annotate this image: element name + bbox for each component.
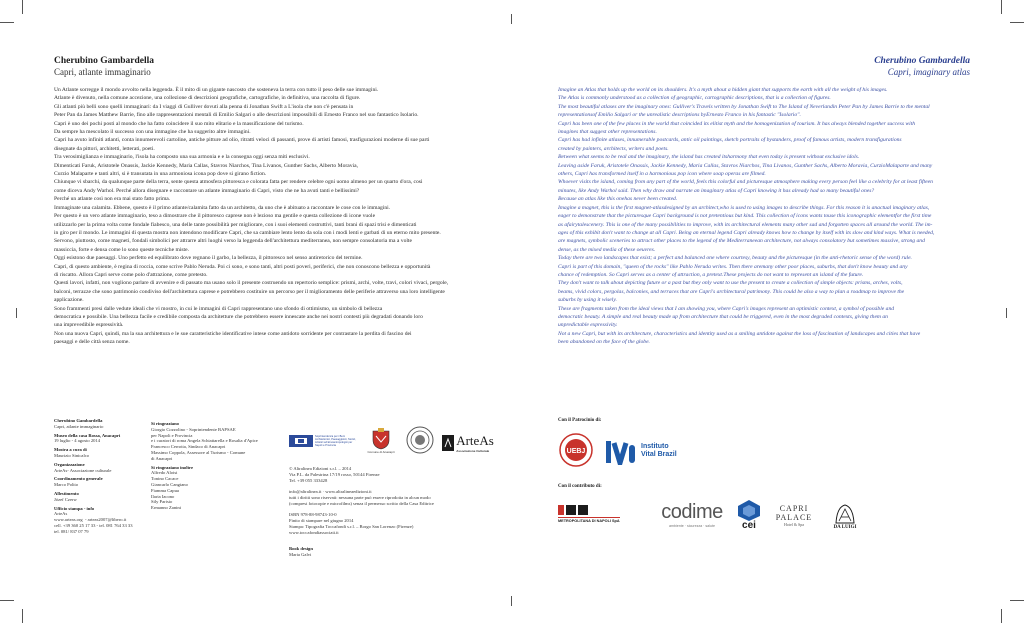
text-line: Capri has had infinite atlases, innumerable postcards, antic oil paintings, sketch portraits of bystanders, proof of famous artists, modern transfigurations bbox=[558, 137, 902, 144]
text-line: Capri ha avuto infiniti atlanti, conta innumerevoli cartoline, antiche pitture ad olio, ritratti veloci di passanti, prove di artisti famosi, trasfigurazioni moderne di sue parti bbox=[54, 137, 430, 144]
right-page bbox=[512, 0, 1024, 623]
cei-text: cei bbox=[742, 520, 756, 531]
credit-block bbox=[54, 462, 149, 474]
metropolitana-logo bbox=[558, 500, 648, 526]
text-line: come diceva Andy Warhol. Perché allora disegnare e raccontare un atlante immaginario di Capri, visto che ne ha avuti tanti e bellissimi? bbox=[54, 187, 360, 194]
uebj-logo bbox=[558, 432, 594, 468]
text-line: suburbs by using it wisely. bbox=[558, 297, 617, 304]
text-line: Dimenticati Faruk, Aristotele Onassis, Jackie Kennedy, Maria Callas, Stavros Niarchos, Tina Livanos, Gunther Sachs, Alberto Moravia, bbox=[54, 162, 358, 169]
publisher-line: (compresi fotocopie e microfilms) senza il permesso scritto della Casa Editrice bbox=[289, 500, 434, 506]
text-line: Tra verosimiglianza e immaginario, l'isola ha composto una sua armonia e e la consegna oggi senza miti esclusivi. bbox=[54, 154, 310, 161]
publisher-line: ISBN 978-88-98743-10-0 bbox=[289, 512, 337, 518]
book-design-label: Book design bbox=[289, 546, 313, 551]
credit-text: Maurizio Sinicalco bbox=[54, 452, 90, 458]
credit-text: Józef Czerw bbox=[54, 496, 77, 502]
credit-block bbox=[54, 447, 149, 459]
text-line: una imprevedibile espressività. bbox=[54, 322, 124, 329]
text-line: Capri has been one of the few places in the world that coincided its elitist myth and the homogenization of tourism. It has always blended together success with bbox=[558, 120, 916, 127]
arteas-sub-text: Associazione Culturale bbox=[456, 449, 490, 453]
vital-brazil-logo bbox=[604, 436, 704, 466]
codime-logo bbox=[652, 494, 732, 534]
text-line: Chiunque vi sbarchi, da qualunque parte della terra, sente questa atmosfera pittoresca e colorata fatta per rendere celebre ogni uomo almeno per un quarto d'ora, così bbox=[54, 179, 423, 186]
credit-text: Marco Polito bbox=[54, 482, 79, 488]
text-line: di riscatto. Allora Capri serve come polo d'attrazione, come pretesto. bbox=[54, 271, 208, 278]
page-title: Cherubino Gambardella bbox=[54, 56, 155, 66]
cei-icon bbox=[737, 499, 761, 521]
italian-essay bbox=[54, 86, 504, 347]
text-line: democratic beauty. A simple and real beauty made up from architecture that could be triggered, even in the most degraded contexts, giving them an bbox=[558, 313, 888, 320]
soprintendenza-logo bbox=[288, 428, 358, 454]
text-line: been abandoned on the face of the globe. bbox=[558, 339, 650, 346]
text-line: Atlante è divenuto, nella comune accezione, una collezione di descrizioni geografiche, cartografiche, in definitiva, una raccolta di figure. bbox=[54, 95, 361, 102]
text-line: massiccia, forte e densa come lo sono queste tecniche miste. bbox=[54, 246, 189, 253]
credit-heading: Allestimento bbox=[54, 490, 79, 496]
text-line: Whoever visits the island, coming from any part of the world, feels this colorful and picturesque atmosphere making every person feel like a celebrity for at least fifteen bbox=[558, 179, 933, 186]
comune-anacapri-logo bbox=[364, 424, 398, 458]
credit-block bbox=[151, 421, 281, 462]
uebj-text: UEBJ bbox=[566, 448, 586, 455]
credit-text: ArteAs- Associazione culturale bbox=[54, 467, 112, 473]
credit-heading: Ufficio stampa - info bbox=[54, 505, 95, 511]
vital-brazil-text: Instituto Vital Brazil bbox=[641, 443, 677, 458]
text-line: disegnate da pittori, architetti, letterati, poeti. bbox=[54, 145, 155, 152]
book-design-name: Maria Galvi bbox=[289, 551, 312, 557]
codime-sub-text: ambiente · sicurezza · salute bbox=[669, 523, 715, 528]
credit-text: Giorgio Cozzolino - Soprintendente BAPSAE per Napoli e Provincia e i curatori di roma Angela Schiattarella e Rosalia d'Apice Francesco Cerrotta, Sindaco di Anacapri Massimo Coppola, Assessore al Turismo - Comune di Anacapri bbox=[151, 426, 258, 461]
text-line: chance of redemption. So Capri serves as a center of attraction, a pretext.These projects do not want to represent an island of the future. bbox=[558, 271, 864, 278]
text-line: These are fragments taken from the ideal views that I am showing you, where Capri's images represent an optimistic context, a symbol of possible and bbox=[558, 305, 895, 312]
text-line: They don't want to talk about depicting future or a past but they only want to use the present to create a collection of simple objects: prisms, arches, volts, bbox=[558, 280, 903, 287]
text-line: Imagine an Atlas that holds up the world on its shoulders. It's a myth about a hidden giant that supports the earth with all the weight of his images. bbox=[558, 87, 888, 93]
publisher-info bbox=[289, 466, 499, 536]
text-line: dense, as the mixed media of these oeuvres. bbox=[558, 246, 656, 253]
soprintendenza-text: Soprintendenza per i Beni Architettonici, Paesaggistici, Storici, Artistici ed Etnoantropologici per Napoli e Provincia bbox=[315, 435, 356, 447]
credit-text: Capri, atlante immaginario bbox=[54, 423, 104, 429]
text-line: imagines that suggest other representations. bbox=[558, 129, 657, 136]
credits-column-1 bbox=[54, 418, 149, 538]
text-line: as afairytalescenery. This is one of the many possibilities to improve, with its architectural elements many other sad and forgotten spaces all around the world. The im- bbox=[558, 221, 933, 228]
text-line: Da sempre ha mescolato il successo con una immagine che ha suggerito altre immagini. bbox=[54, 129, 251, 136]
text-line: Because an atlas like this onehas never been created. bbox=[558, 196, 678, 203]
text-line: Capri, di questo ambiente, è regina di roccia, come scrive Pablo Neruda. Poi ci sono, e sono tanti, altri posti poveri, periferici, che non conoscono bellezza e opportunità bbox=[54, 263, 431, 270]
credit-text: Alfredo Aloisi Tonino Cacace Giancarlo Cangiano Fiamma Capua Ilaria Iacono Sily Parisio Ermanno Zanini bbox=[151, 470, 188, 511]
credit-text: 19 luglio - 4 agosto 2014 bbox=[54, 438, 101, 444]
text-line: beams, vivid colors, pergolas, balconies, and terraces that are Capri's architectural patrimony. This could be also a way to plan a roadmap to improve the bbox=[558, 288, 905, 295]
arteas-logo bbox=[438, 428, 498, 458]
text-line: applicazione. bbox=[54, 297, 84, 304]
publisher-line: Via P.L. da Palestrina 17/19 rosso, 50144 Firenze bbox=[289, 471, 380, 477]
text-line: Curzio Malaparte e tanti altri, si è transutata in una armoniosa icona pop dove si girano fiction. bbox=[54, 171, 267, 178]
text-line: Un Atlante sorregge il mondo avvolto nella leggenda. È il mito di un gigante nascosto che sosteneva la terra con tutto il peso delle sue immagini. bbox=[54, 87, 379, 93]
text-line: Oggi esistono due paesaggi. Uno perfetto ed equilibrato dove regnano il garbo, la bellezza, il pittoresco nel senso antiretorico del termine. bbox=[54, 255, 363, 262]
text-line: Sono frammenti presi dalle vedute ideali che vi mostro, in cui le immagini di Capri rappresentano uno sfondo di ottimismo, un simbolo di bellezza bbox=[54, 305, 383, 312]
patrocinio-label: Con il Patrocinio di: bbox=[558, 418, 602, 423]
arteas-icon bbox=[442, 435, 454, 451]
publisher-line: Stampa: Tipografia Toccafondi s.r.l. – Borgo San Lorenzo (Firenze) bbox=[289, 523, 414, 529]
metro-icon bbox=[558, 503, 588, 517]
text-line: unpredictable expressivity. bbox=[558, 322, 618, 329]
text-line: representationsof Emilio Salgari or the unrealistic descriptions byErnesto Franco in his fantastic "Isolario". bbox=[558, 112, 801, 119]
text-line: others, Capri has transformed itself in a harmonious pop icon where soap operas are filmed. bbox=[558, 171, 766, 178]
text-line: Servono, piuttosto, come magneti, fondali simbolici per attrarre altri luoghi verso la leggenda dell'architettura mediterranea, non sempre consolatoria ma a volte bbox=[54, 238, 412, 245]
page-subtitle-en: Capri, imaginary atlas bbox=[887, 67, 970, 77]
text-line: The Atlas is commonly understood as a collection of geographic, cartographic descriptions, that is a collection of figures. bbox=[558, 95, 831, 102]
text-line: are magnets, symbolic sceneries to attract other places to the legend of the Mediterraneean architecture, not always consolatory but sometimes massive, strong and bbox=[558, 238, 925, 245]
round-seal-logo bbox=[404, 424, 436, 456]
arteas-text: ArteAs bbox=[456, 433, 494, 448]
codime-text: codime bbox=[661, 500, 723, 523]
coat-of-arms-icon bbox=[371, 428, 391, 450]
capri-palace-text: CAPRI PALACE bbox=[775, 503, 813, 522]
text-line: Today there are two landscapes that exist; a perfect and balanced one where courtesy, beauty and the picturesque (in the anti-rhetoric sense of the word) rule. bbox=[558, 255, 912, 262]
text-line: Capri is part of this domain, "queen of the rocks" like Pablo Neruda writes. Then there aremany other poor places, suburbs, that don't know beauty and any bbox=[558, 263, 908, 270]
credit-block bbox=[54, 491, 149, 503]
text-line: The most beautiful atlases are the imaginary ones: Gulliver's Travels written by Jonathan Swift to The Island of Neverlandin Peter Pan by James Barrie to the mental bbox=[558, 103, 930, 110]
capri-palace-logo bbox=[764, 496, 824, 534]
credit-heading: Mostra a cura di bbox=[54, 447, 87, 453]
text-line: Peter Pan da James Matthew Barrie, fino alle rappresentazioni mentali di Emilio Salgari o alle descrizioni impossibili di Ernesto Franco nel suo fantastico Isolario. bbox=[54, 112, 419, 119]
publisher-line: info@altralinea.it · www.altralineaedizioni.it bbox=[289, 489, 372, 495]
text-line: eager to demonstrate that the picturesque Capri background is not pretentious but kind. This collection of icons wants touse this iconographic elementfor the first time bbox=[558, 213, 932, 220]
text-line: democratica e possibile. Una bellezza facile e credibile composta da architetture che potrebbero essere innescate anche nei nostri contesti più degradati donando loro bbox=[54, 313, 423, 320]
contributo-label: Con il contributo di: bbox=[558, 484, 602, 489]
publisher-line: www.toccafondiassociati.it bbox=[289, 529, 339, 535]
english-essay bbox=[558, 86, 998, 347]
da-luigi-logo bbox=[830, 498, 860, 534]
metropolitana-text: METROPOLITANA DI NAPOLI SpA bbox=[558, 519, 620, 523]
credit-heading: Organizzazione bbox=[54, 461, 85, 467]
text-line: Gli atlanti più belli sono quelli immaginari: da I viaggi di Gulliver dovuti alla penna di Jonathan Swift a L'isola che non c'è pensata in bbox=[54, 103, 354, 110]
credit-heading: Cherubino Gambardella bbox=[54, 418, 103, 423]
credits-column-2 bbox=[151, 421, 281, 514]
text-line: Imagine a magnet, this is the first magnet-atlasdesigned by an architect,who is used to using images to describe things. For this reason it is anactual imaginary atlas, bbox=[558, 204, 930, 211]
page-title-en: Cherubino Gambardella bbox=[874, 56, 970, 66]
text-line: balconi, terrazze che sono patrimonio condiviso dell'architettura caprese e potrebbero costituire un percorso per il miglioramento delle periferie attraverso una loro intelligente bbox=[54, 288, 445, 295]
credit-block bbox=[54, 433, 149, 445]
publisher-line: Finito di stampare nel giugno 2014 bbox=[289, 518, 354, 524]
text-line: paesaggi e delle città senza nome. bbox=[54, 339, 130, 346]
text-line: utilizzarlo per la prima volta come fondale fiabesco, una delle tante possibilità per migliorare, con i suoi elementi costruttivi, tanti brani di spazi trisi e dimenticati bbox=[54, 221, 417, 228]
text-line: Leaving aside Faruk, Aristotele Onassis, Jackie Kennedy, Maria Callas, Stavros Niarchos, Tina Livanos, Gunther Sachs, Alberto Moravia, CurzioMalaparte and many bbox=[558, 162, 933, 169]
publisher-line: tutti i diritti sono riservati: nessuna parte può essere riprodotta in alcun modo bbox=[289, 494, 431, 500]
page-subtitle: Capri, atlante immaginario bbox=[54, 67, 151, 77]
credit-heading: Si ringraziano inoltre bbox=[151, 464, 194, 470]
da-luigi-icon bbox=[833, 503, 857, 525]
comune-anacapri-text: Comune di Anacapri bbox=[367, 450, 395, 454]
ivb-icon bbox=[604, 437, 638, 465]
text-line: Between what seems to be real and the imaginary, the island has created itsharmony that even today is present without exclusive idols. bbox=[558, 154, 860, 161]
text-line: in giro per il mondo. Le immagini di questa mostra non intendono modificare Capri, che sa cambiare lento lento da sola con i modi lenti e garbati di un eterno mito presente. bbox=[54, 229, 441, 236]
soprintendenza-icon bbox=[289, 434, 313, 448]
text-line: minutes, like Andy Warhol said. Then why draw and narrate an imaginary atlas of Capri knowing it has already had so many beautiful ones? bbox=[558, 187, 875, 194]
text-line: created by painters, architects, writers and poets. bbox=[558, 145, 669, 152]
credit-text: ArteAs www.arteas.org - arteas2007@libero.it cell. +39 360 25 17 33 - tel. 081 764 33 33 tel. 081/ 837 07 79 bbox=[54, 511, 133, 534]
text-line: ages of this exhibit don't want to change at all Capri. Being an eternal legend Capri already knows how to change by itself with its slow and kind ways. What is needed, bbox=[558, 229, 935, 236]
publisher-line: © Altralinea Edizioni s.r.l. – 2014 bbox=[289, 466, 352, 471]
credit-block bbox=[151, 465, 281, 511]
text-line: Perché un atlante così non era mai stato fatto prima. bbox=[54, 196, 171, 203]
text-line: Capri è uno dei pochi posti al mondo che ha fatto coincidere il suo mito elitario e la massificazione del turismo. bbox=[54, 120, 304, 127]
credit-block bbox=[54, 418, 149, 430]
cei-logo bbox=[734, 494, 764, 536]
text-line: Questi lavori, infatti, non vogliono parlare di avvenire e di passato ma usano solo il presente costruendo un repertorio semplice: prismi, archi, volte, travi, colori vivaci, pergole, bbox=[54, 280, 449, 287]
credit-heading: Si ringraziano bbox=[151, 421, 179, 426]
credit-heading: Museo della casa Rossa, Anacapri bbox=[54, 432, 121, 438]
text-line: Immaginate una calamita. Ebbene, questo è il primo atlante/calamita fatto da un architetto, da uno che è abituato a raccontare le cose con le immagini. bbox=[54, 204, 391, 211]
credit-heading: Coordinamento generale bbox=[54, 476, 103, 482]
text-line: Non una nuova Capri, quindi, ma la sua architettura e le sue caratteristiche identificative intese come antidoto sorridente per contrastare la perdita di fascino dei bbox=[54, 330, 412, 337]
credit-block bbox=[54, 476, 149, 488]
book-design bbox=[289, 546, 313, 558]
da-luigi-text: DA LUIGI bbox=[833, 524, 857, 530]
text-line: Not a new Capri, but with its architecture, characteristics and identity used as a smiling antidote against the loss of fascination of landscapes and cities that have bbox=[558, 330, 921, 337]
capri-palace-sub-text: Hotel & Spa bbox=[784, 521, 804, 527]
text-line: Per questo è un vero atlante immaginario, teso a dimostrare che il pittoresco caprese non è lezioso ma gentile e questa collezione di icone vuole bbox=[54, 213, 376, 220]
uebj-icon bbox=[559, 433, 593, 467]
credit-block bbox=[54, 506, 149, 535]
seal-icon bbox=[406, 426, 434, 454]
publisher-line: Tel. +39 055 333428 bbox=[289, 477, 328, 483]
